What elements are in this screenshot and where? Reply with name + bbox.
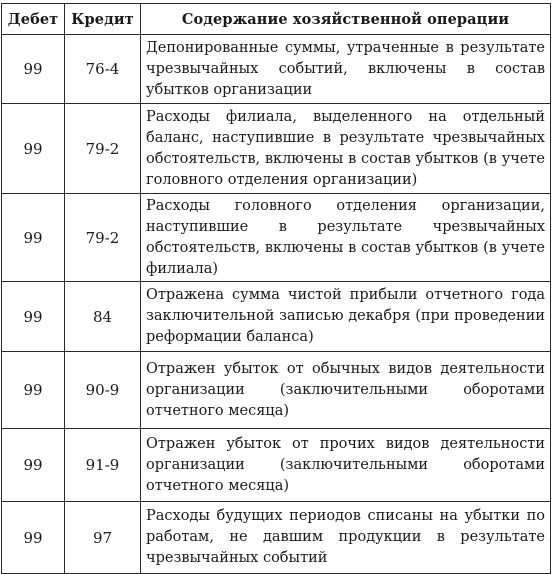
cell-credit: 84: [65, 282, 141, 352]
header-credit: Кредит: [65, 4, 141, 35]
operations-table: [1, 3, 551, 574]
cell-content: Депонированные суммы, утраченные в результате чрезвычайных событий, включены в состав убытков организации: [141, 35, 551, 104]
cell-debit: 99: [2, 104, 65, 194]
table-body: [2, 35, 551, 574]
cell-content: Расходы головного отделения организации, наступившие в результате чрезвычайных обстоятельств, включены в состав убытков (в учете филиала): [141, 194, 551, 282]
cell-debit: 99: [2, 35, 65, 104]
cell-debit: 99: [2, 194, 65, 282]
cell-debit: 99: [2, 502, 65, 574]
table-row: [2, 429, 551, 502]
table-row: [2, 35, 551, 104]
cell-credit: 90-9: [65, 352, 141, 429]
cell-credit: 79-2: [65, 104, 141, 194]
cell-debit: 99: [2, 429, 65, 502]
table-row: [2, 502, 551, 574]
header-content: Содержание хозяйственной операции: [141, 4, 551, 35]
cell-credit: 91-9: [65, 429, 141, 502]
header-row: [2, 4, 551, 35]
table-row: [2, 104, 551, 194]
cell-credit: 76-4: [65, 35, 141, 104]
cell-content: Отражен убыток от прочих видов деятельности организации (заключительными оборотами отчетного месяца): [141, 429, 551, 502]
table-row: [2, 282, 551, 352]
table-header: [2, 4, 551, 35]
cell-content: Отражен убыток от обычных видов деятельности организации (заключительными оборотами отчетного месяца): [141, 352, 551, 429]
cell-content: Отражена сумма чистой прибыли отчетного года заключительной записью декабря (при проведении реформации баланса): [141, 282, 551, 352]
cell-credit: 79-2: [65, 194, 141, 282]
table-row: [2, 194, 551, 282]
cell-debit: 99: [2, 282, 65, 352]
header-debit: Дебет: [2, 4, 65, 35]
cell-content: Расходы филиала, выделенного на отдельный баланс, наступившие в результате чрезвычайных обстоятельств, включены в состав убытков (в учете головного отделения организации): [141, 104, 551, 194]
table-row: [2, 352, 551, 429]
cell-debit: 99: [2, 352, 65, 429]
cell-credit: 97: [65, 502, 141, 574]
cell-content: Расходы будущих периодов списаны на убытки по работам, не давшим продукции в результате чрезвычайных событий: [141, 502, 551, 574]
